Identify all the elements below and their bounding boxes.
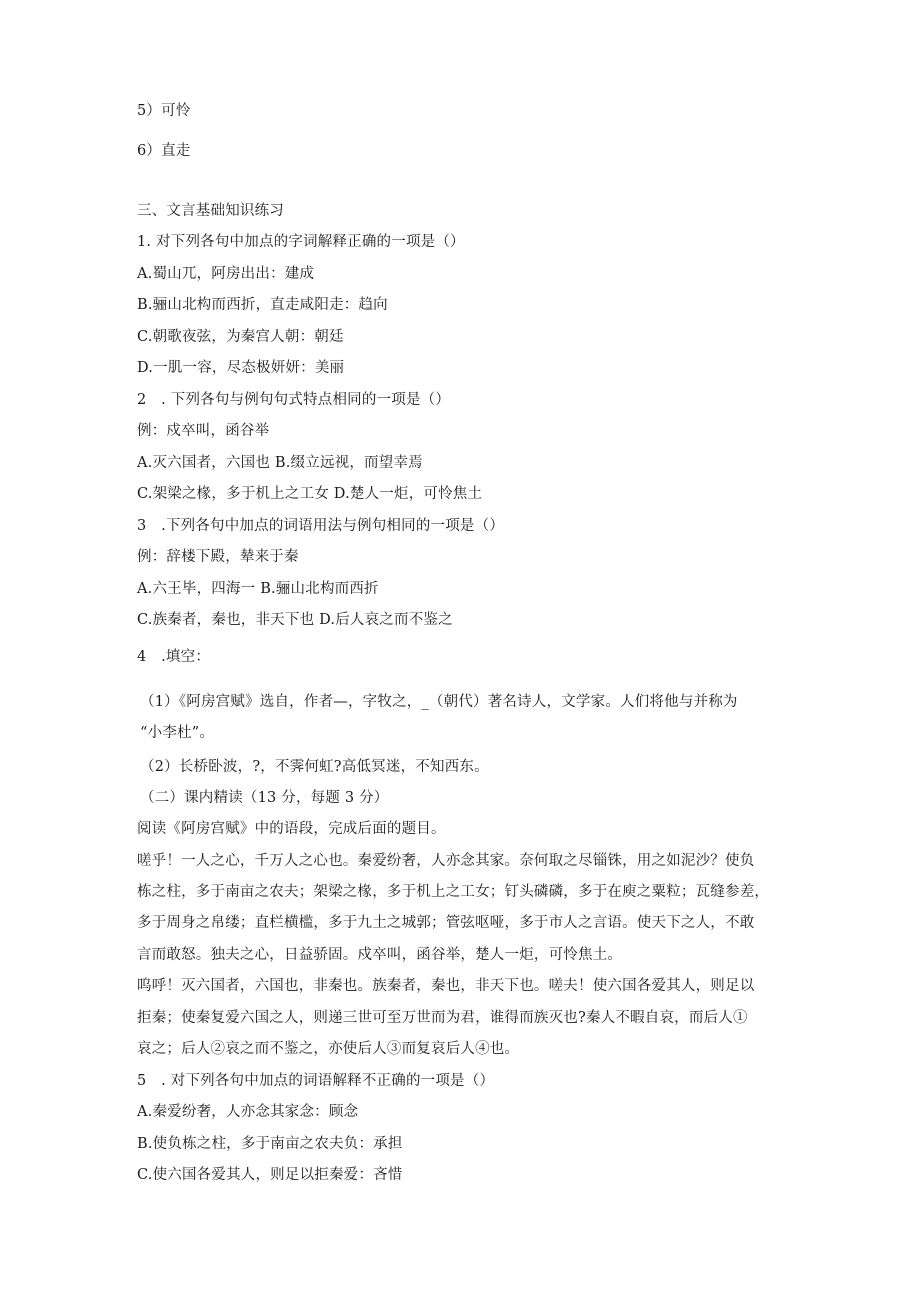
q5-option-b: B.使负栋之柱，多于南亩之农夫负：承担 bbox=[137, 1136, 403, 1152]
q1-option-a: A.蜀山兀，阿房出出：建成 bbox=[137, 266, 315, 282]
reading-instruction: 阅读《阿房宫赋》中的语段，完成后面的题目。 bbox=[137, 821, 446, 837]
question-2: 2 . 下列各句与例句句式特点相同的一项是（） bbox=[137, 392, 451, 408]
subsection-heading: （二）课内精读（13 分，每题 3 分） bbox=[140, 790, 389, 806]
passage-p1-line-4: 言而敢怒。独夫之心，日益骄固。戍卒叫，函谷举，楚人一炬，可怜焦土。 bbox=[137, 947, 623, 963]
q3-example: 例：辞楼下殿，辇来于秦 bbox=[137, 549, 299, 565]
q1-option-c: C.朝歌夜弦，为秦宫人朝：朝廷 bbox=[137, 329, 344, 345]
q1-option-b: B.骊山北构而西折，直走咸阳走：趋向 bbox=[137, 297, 388, 313]
q2-options-ab: A.灭六国者，六国也 B.缀立远视，而望幸焉 bbox=[137, 455, 423, 471]
answer-line-5: 5）可怜 bbox=[137, 103, 191, 119]
q2-example: 例：戍卒叫，函谷举 bbox=[137, 423, 270, 439]
q1-option-d: D.一肌一容，尽态极妍妍：美丽 bbox=[137, 360, 345, 376]
passage-p2-line-3: 哀之；后人②哀之而不鉴之，亦使后人③而复哀后人④也。 bbox=[137, 1041, 520, 1057]
question-3: 3 .下列各句中加点的词语用法与例句相同的一项是（） bbox=[137, 518, 505, 534]
q5-option-c: C.使六国各爱其人，则足以拒秦爱：吝惜 bbox=[137, 1167, 403, 1183]
q4-fill-2: （2）长桥卧波，?，不霁何虹?高低冥迷，不知西东。 bbox=[140, 759, 489, 775]
question-1: 1. 对下列各句中加点的字词解释正确的一项是（） bbox=[137, 234, 465, 250]
section-heading: 三、文言基础知识练习 bbox=[137, 203, 284, 219]
question-4: 4 .填空： bbox=[137, 649, 211, 665]
answer-line-6: 6）直走 bbox=[137, 143, 191, 159]
passage-p2-line-1: 呜呼！灭六国者，六国也，非秦也。族秦者，秦也，非天下也。嗟夫！使六国各爱其人，则足以 bbox=[137, 978, 755, 994]
q3-options-cd: C.族秦者，秦也，非天下也 D.后人哀之而不鉴之 bbox=[137, 612, 453, 628]
q3-options-ab: A.六王毕，四海一 B.骊山北构而西折 bbox=[137, 581, 379, 597]
passage-p1-line-3: 多于周身之帛缕；直栏横槛，多于九土之城郭；管弦呕哑，多于市人之言语。使天下之人，不敢 bbox=[137, 915, 755, 931]
question-5: 5 . 对下列各句中加点的词语解释不正确的一项是（） bbox=[137, 1073, 495, 1089]
q2-options-cd: C.架梁之椽，多于机上之工女 D.楚人一炬，可怜焦土 bbox=[137, 486, 483, 502]
passage-p1-line-1: 嗟乎！一人之心，千万人之心也。秦爱纷奢，人亦念其家。奈何取之尽锱铢，用之如泥沙？使负 bbox=[137, 853, 755, 869]
q5-option-a: A.秦爱纷奢，人亦念其家念：顾念 bbox=[137, 1104, 359, 1120]
passage-p2-line-2: 拒秦；使秦复爱六国之人，则递三世可至万世而为君，谁得而族灭也?秦人不暇自哀，而后人① bbox=[137, 1010, 748, 1026]
passage-p1-line-2: 栋之柱，多于南亩之农夫；架梁之椽，多于机上之工女；钉头磷磷，多于在庾之粟粒；瓦缝参差， bbox=[137, 884, 770, 900]
q4-fill-1-cont: “小李杜”。 bbox=[140, 725, 215, 741]
q4-fill-1: （1）《阿房宫赋》选自，作者—，字牧之，_（朝代）著名诗人，文学家。人们将他与并称为 bbox=[140, 694, 738, 710]
